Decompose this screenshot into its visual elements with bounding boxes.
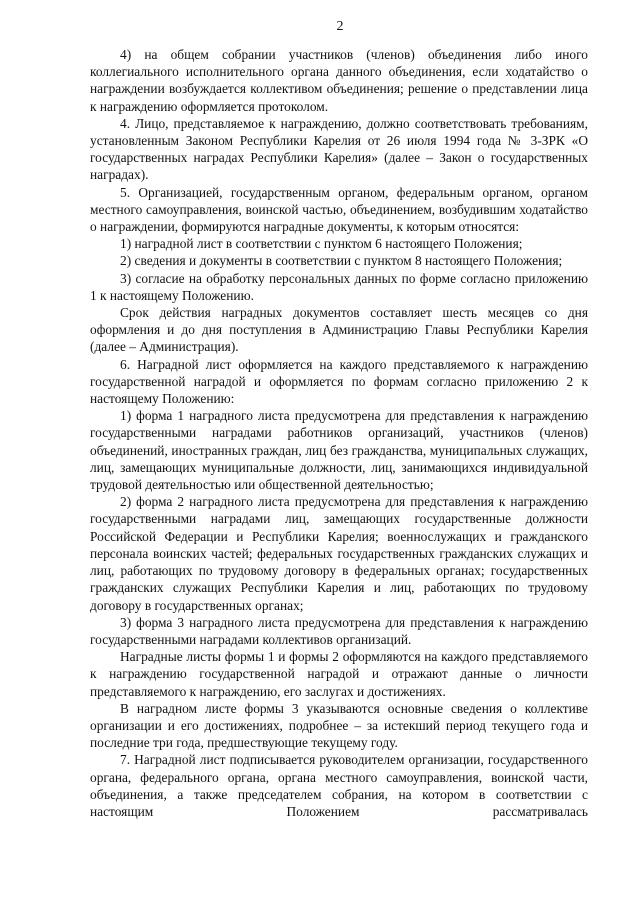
paragraph-clause-5: 5. Организацией, государственным органом, федеральным органом, органом местного самоуправления, воинской частью, объединением, возбудившим ходатайство о награждении, формируются наградные документы, к которым относятся: [90,184,588,235]
paragraph-list-item-2: 2) сведения и документы в соответствии с пунктом 8 настоящего Положения; [120,253,563,269]
page-number: 2 [336,19,344,34]
paragraph-clause-4: 4. Лицо, представляемое к награждению, должно соответствовать требованиям, установленным Законом Республики Карелия от 26 июля 1994 года № 3-ЗРК «О государственных наградах Республики Карелия» (далее – Закон о государственных наградах). [90,115,588,183]
paragraph-list-item-1: 1) наградной лист в соответствии с пунктом 6 настоящего Положения; [120,236,523,252]
paragraph-validity-period: Срок действия наградных документов составляет шесть месяцев со дня оформления и до дня поступления в Администрацию Главы Республики Карелия (далее – Администрация). [90,305,588,355]
paragraph-list-item-3: 3) согласие на обработку персональных данных по форме согласно приложению 1 к настоящему Положению. [90,270,588,303]
document-body [90,46,588,820]
paragraph-item-4-meeting: 4) на общем собрании участников (членов) объединения либо иного коллегиального исполнительного органа данного объединения, если ходатайство о награждении возбуждается коллективом объединения; решение о представлении лица к награждению оформляется протоколом. [90,47,588,114]
paragraph-clause-6: 6. Наградной лист оформляется на каждого представляемого к награждению государственной наградой и оформляется по формам согласно приложению 2 к настоящему Положению: [90,356,588,407]
paragraph-form-2: 2) форма 2 наградного листа предусмотрена для представления к награждению государственными наградами лиц, замещающих государственные должности Российской Федерации и Республики Карелия; военнослужащих и гражданского персонала воинских частей; федеральных государственных гражданских служащих и лиц, работающих по трудовому договору в федеральных органах; государственных гражданских служащих Республики Карелия и лиц, работающих по трудовому договору в государственных органах; [90,494,588,613]
paragraph-form-1: 1) форма 1 наградного листа предусмотрена для представления к награждению государственными наградами работников организаций, участников (членов) объединений, иностранных граждан, лиц без гражданства, муниципальных служащих, лиц, замещающих муниципальные должности, лиц, занимающихся индивидуальной трудовой деятельностью или общественной деятельностью; [90,408,588,493]
paragraph-forms-1-2-content: Наградные листы формы 1 и формы 2 оформляются на каждого представляемого к награждению государственной наградой и отражают данные о личности представляемого к награждению, его заслугах и достижениях. [90,649,588,699]
paragraph-form-3: 3) форма 3 наградного листа предусмотрена для представления к награждению государственными наградами коллективов организаций. [90,614,588,647]
paragraph-clause-7: 7. Наградной лист подписывается руководителем организации, государственного органа, федерального органа, органа местного самоуправления, воинской части, объединения, а также председателем собрания, на котором в соответствии с настоящим Положением рассматривалась [90,752,588,819]
paragraph-form-3-content: В наградном листе формы 3 указываются основные сведения о коллективе организации и его достижениях, подробнее – за истекший период текущего года и последние три года, предшествующие текущему году. [90,700,588,751]
